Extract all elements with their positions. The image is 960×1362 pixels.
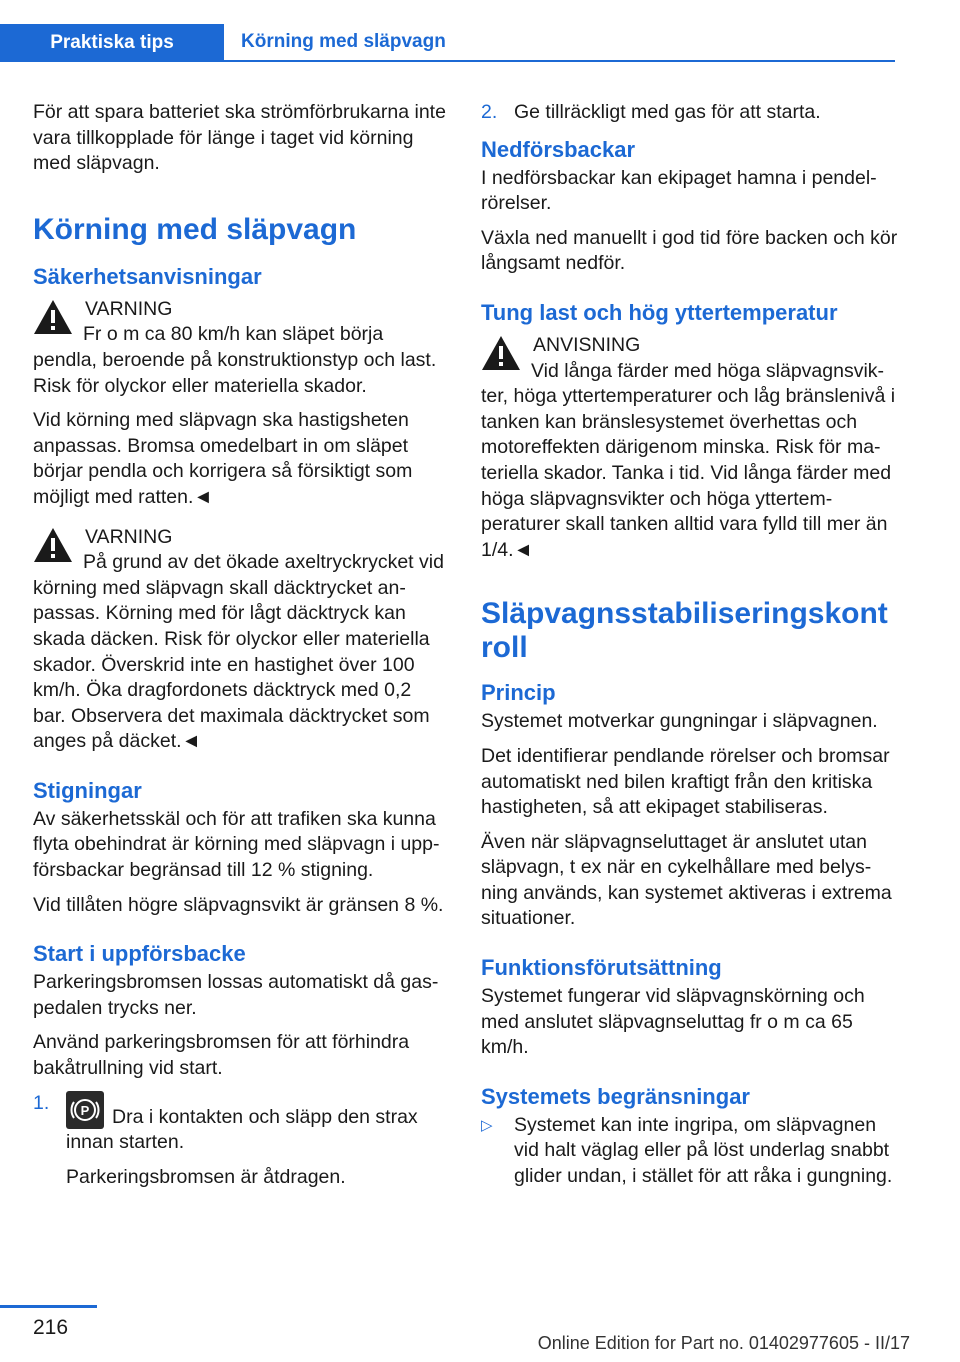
heading-start-uphill: Start i uppförsbacke: [33, 941, 246, 967]
warning-text: På grund av det ökade axeltryckrycket vid körning med släpvagn skall däcktrycket anpassas. Körning med för lågt däcktryck kan skada däcken. Risk för olyckor eller materiella skador. Överskrid inte en hastighet över 100 km/h. Öka dragfordonets däcktryck med 0,2 bar. Observera det maximala däcktrycket som anges på däcket.◄: [33, 551, 444, 753]
bullet-triangle-icon: ▷: [481, 1116, 493, 1134]
bullet-text: Systemet kan inte ingripa, om släpvagnen vid halt väglag eller på löst underlag snabbt glider undan, i stället för att råka i gungning.: [514, 1113, 893, 1188]
warning-text-2: Vid körning med släpvagn ska hastigsheten anpassas. Bromsa omedelbart in om släpet börjar pendla och korrigera så försiktigt som möjligt med ratten.◄: [33, 409, 413, 508]
downhill-paragraph-1: I nedförsbackar kan ekipaget hamna i pendelrörelser.: [481, 166, 877, 215]
list-item: [33, 1091, 448, 1200]
section-title: Släpvagnsstabiliseringskontroll: [481, 597, 888, 665]
steps-list-continued: [481, 100, 899, 126]
heading-downhill: Nedförsbackar: [481, 136, 636, 162]
right-column: [481, 100, 899, 1190]
intro-paragraph: För att spara batteriet ska strömförbrukarna inte vara tillkopplade för länge i taget vid körning med släpvagn.: [33, 101, 446, 175]
climb-paragraph-2: Vid tillåten högre släpvagnsvikt är gränsen 8 %.: [33, 893, 444, 916]
warning-triangle-icon: [33, 527, 73, 563]
notice-note: [481, 333, 899, 563]
downhill-paragraph-2: Växla ned manuellt i god tid före backen och kör långsamt nedför.: [481, 226, 898, 275]
step-number: 1.: [33, 1091, 50, 1114]
section-title: Körning med släpvagn: [33, 212, 357, 246]
principle-paragraph-1: Systemet motverkar gungningar i släpvagnen.: [481, 710, 878, 733]
heading-safety: Säkerhetsanvisningar: [33, 263, 262, 289]
warning-text: Fr o m ca 80 km/h kan släpet börja pendla, beroende på konstruktionstyp och last. Risk för olyckor eller materiella skador.: [33, 323, 437, 397]
function-paragraph: Systemet fungerar vid släpvagnskörning och med anslutet släpvagnseluttag fr o m ca 65 km/h.: [481, 985, 865, 1059]
step-subtext: Parkeringsbromsen är åtdragen.: [66, 1165, 346, 1188]
left-column: [33, 100, 448, 1209]
warning-title: VARNING: [85, 297, 173, 320]
heading-function-requirement: Funktionsförutsättning: [481, 955, 722, 981]
principle-paragraph-3: Även när släpvagnseluttaget är anslutet utan släpvagn, t ex när en cykelhållare med belysning används, kan systemet aktiveras i extrema situationer.: [481, 830, 892, 930]
step-number: 2.: [481, 101, 498, 123]
svg-text:P: P: [80, 1102, 90, 1118]
step-text: Ge tillräckligt med gas för att starta.: [514, 101, 821, 123]
warning-triangle-icon: [33, 299, 73, 335]
list-item: [481, 1113, 899, 1190]
heading-system-limits: Systemets begränsningar: [481, 1083, 750, 1109]
climb-paragraph-1: Av säkerhetsskäl och för att trafiken ska kunna flyta obehindrat är körning med släpvagn i uppförsbackar begränsad till 12 % stigning.: [33, 807, 440, 882]
heading-heavy-load: Tung last och hög yttertemperatur: [481, 299, 838, 325]
step-text: Dra i kontakten och släpp den strax innan starten.: [66, 1105, 418, 1154]
heading-climb: Stigningar: [33, 777, 142, 803]
start-paragraph-1: Parkeringsbromsen lossas automatiskt då gaspedalen trycks ner.: [33, 971, 439, 1019]
warning-title: VARNING: [85, 525, 173, 548]
start-paragraph-2: Använd parkeringsbromsen för att förhindra bakåtrullning vid start.: [33, 1031, 410, 1080]
list-item: [481, 100, 899, 126]
footer-rule: [0, 1305, 97, 1308]
edition-footer: Online Edition for Part no. 01402977605 - II/17: [537, 1333, 910, 1353]
notice-title: ANVISNING: [533, 333, 641, 356]
page-number: 216: [33, 1316, 69, 1339]
warning-note-1: [33, 297, 448, 511]
steps-list: [33, 1091, 448, 1200]
notice-text: Vid långa färder med höga släpvagnsvikter, höga yttertemperaturer och låg bränslenivå i tanken kan bränslesystemet överhettas och motoreffekten därigenom minska. Risk för materiella skador. Tanka i tid. Vid långa färder med höga släpvagnsvikter och höga yttertemperaturer skall tanken alltid vara fylld till mer än 1/4.◄: [481, 359, 896, 561]
header-chapter-tab[interactable]: Praktiska tips: [0, 24, 224, 62]
parking-brake-icon: [66, 1091, 104, 1129]
warning-triangle-icon: [481, 335, 521, 371]
principle-paragraph-2: Det identifierar pendlande rörelser och bromsar automatiskt ned bilen kraftigt från den kritiska hastigheten, så att ekipaget stabiliseras.: [481, 744, 890, 819]
header-section-tab[interactable]: Körning med släpvagn: [224, 24, 895, 62]
warning-note-2: [33, 525, 448, 755]
heading-principle: Princip: [481, 680, 556, 706]
running-header: [0, 24, 895, 62]
